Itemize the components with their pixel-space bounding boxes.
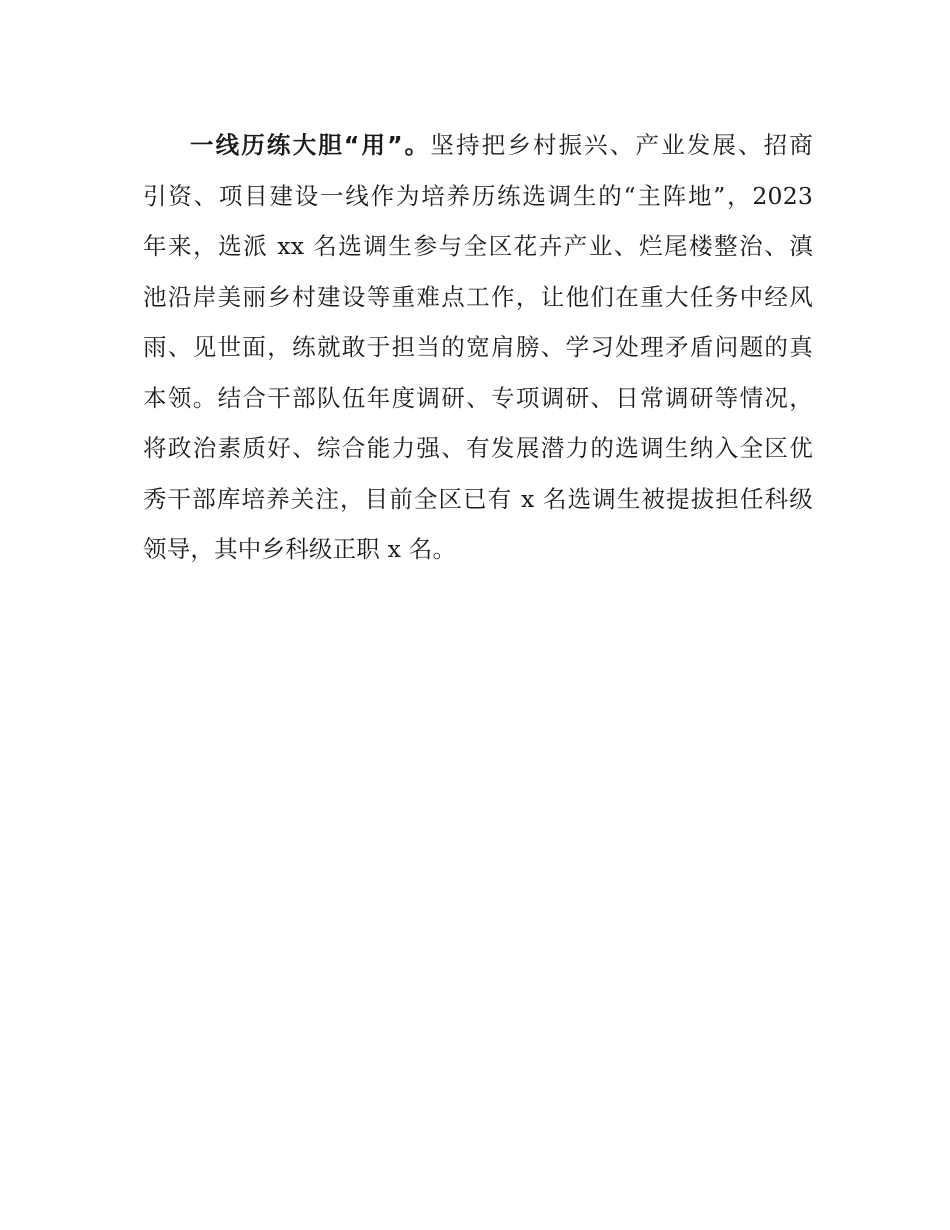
paragraph-line-text: 坚持把乡村振兴、产业发展、招商 bbox=[430, 131, 814, 159]
paragraph-line: 雨、见世面，练就敢于担当的宽肩膀、学习处理矛盾问题的真 bbox=[143, 333, 813, 361]
paragraph-line: 将政治素质好、综合能力强、有发展潜力的选调生纳入全区优 bbox=[143, 434, 813, 462]
paragraph-line: 池沿岸美丽乡村建设等重难点工作，让他们在重大任务中经风 bbox=[143, 282, 813, 311]
body-paragraph bbox=[143, 120, 813, 575]
paragraph-line: 本领。结合干部队伍年度调研、专项调研、日常调研等情况， bbox=[143, 383, 813, 412]
paragraph-lead-heading: 一线历练大胆“用”。 bbox=[190, 131, 431, 159]
paragraph-line bbox=[143, 120, 813, 171]
paragraph-line: 领导，其中乡科级正职 x 名。 bbox=[143, 535, 457, 563]
paragraph-line: 秀干部库培养关注，目前全区已有 x 名选调生被提拔担任科级 bbox=[143, 484, 813, 513]
paragraph-line: 引资、项目建设一线作为培养历练选调生的“主阵地”，2023 bbox=[143, 181, 813, 210]
paragraph-line: 年来，选派 xx 名选调生参与全区花卉产业、烂尾楼整治、滇 bbox=[143, 232, 813, 260]
